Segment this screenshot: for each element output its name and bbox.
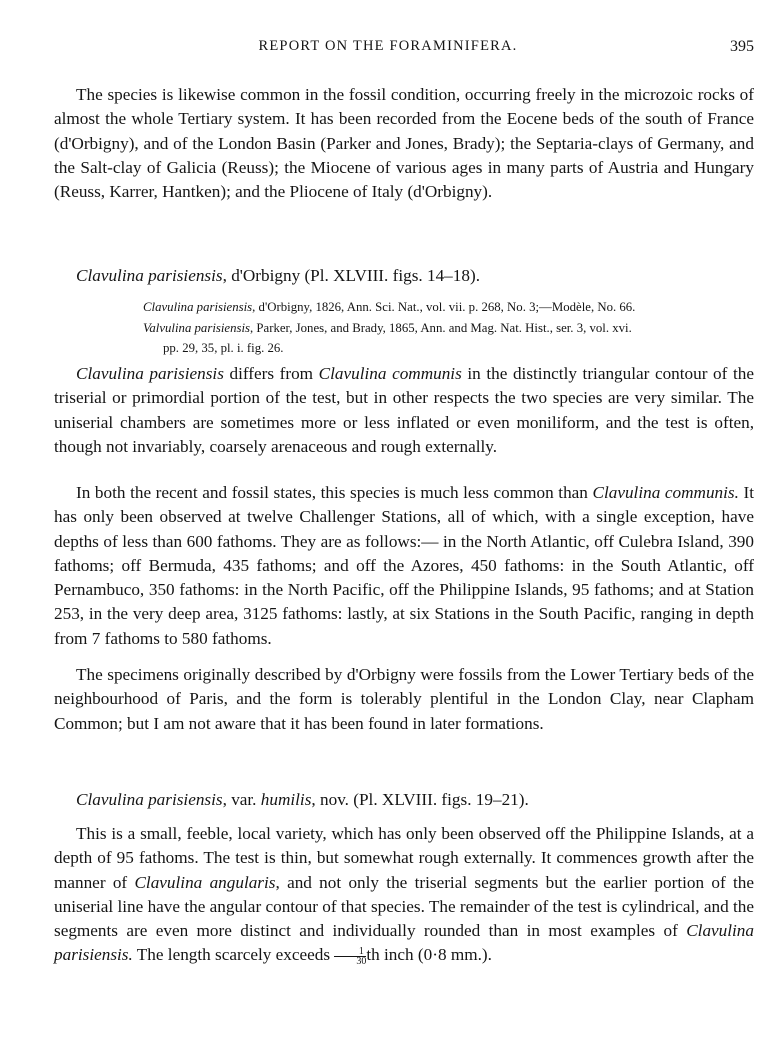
paragraph-fossil-record: The specimens originally described by d'Orbigny were fossils from the Lower Tertiary beds of the neighbourhood of Paris, and the form is tolerably plentiful in the London Clay, near Clapham Common; but I am not aware that it has been found in later formations. — [54, 665, 754, 733]
heading-taxon: Clavulina parisiensis — [76, 266, 223, 285]
taxon-name: Clavulina angularis — [134, 872, 276, 892]
heading-taxon: Clavulina parisiensis — [76, 790, 223, 809]
taxon-name: Clavulina communis. — [592, 483, 739, 502]
synonym-reference: , d'Orbigny, 1826, Ann. Sci. Nat., vol. vii. p. 268, No. 3;—Modèle, No. 66. — [252, 300, 636, 314]
text-run: , var. — [222, 790, 261, 809]
text-run: This is a small, feeble, local variety, which has only been observed off the Philippine Islands, at a depth of 95 fathoms. The test is thin, but somewhat rough externally. It commences growth after the manner of — [54, 824, 754, 892]
species-heading-2 — [76, 788, 529, 812]
synonym-continuation: pp. 29, 35, pl. i. fig. 26. — [163, 341, 284, 355]
paragraph-variety-description — [54, 822, 754, 968]
text-run: , and not only the triserial segments but the earlier portion of the uniserial line have the angular contour of that species. The remainder of the test is cylindrical, and the segments are even more distinct and individually rounded than in most examples of — [54, 872, 754, 941]
text-run: It has only been observed at twelve Challenger Stations, all of which, with a single exception, have depths of less than 600 fathoms. They are as follows:— in the North Atlantic, off Culebra Island, 390 fathoms; off Bermuda, 435 fathoms; and off the Azores, 450 fathoms: in the South Atlantic, off Pernambuco, 350 fathoms: in the North Pacific, off the Philippine Islands, 95 fathoms; and at Station 253, in the very deep area, 3125 fathoms: lastly, at six Stations in the South Pacific, ranging in depth from 7 fathoms to 580 fathoms. — [54, 483, 755, 648]
text-run: In both the recent and fossil states, this species is much less common than — [76, 483, 593, 502]
fraction — [334, 947, 366, 966]
text-run: in the distinctly triangular contour of the triserial or primordial portion of the test, but in other respects the two species are very similar. The uniserial chambers are sometimes more or less inflated or even moniliform, and the test is often, though not invariably, coarsely arenaceous and rough externally. — [54, 364, 754, 456]
page-number: 395 — [730, 38, 754, 55]
synonym-reference: , Parker, Jones, and Brady, 1865, Ann. and Mag. Nat. Hist., ser. 3, vol. xvi. — [250, 320, 632, 335]
taxon-name: Clavulina parisiensis — [76, 364, 224, 383]
running-header — [0, 38, 776, 62]
text-run: differs from — [223, 364, 319, 383]
heading-authority: , nov. (Pl. XLVIII. figs. 19–21). — [311, 790, 529, 809]
heading-variety: humilis — [260, 790, 312, 809]
heading-authority: , d'Orbigny (Pl. XLVIII. figs. 14–18). — [222, 266, 480, 285]
synonym-entry — [143, 297, 756, 318]
synonym-taxon: Clavulina parisiensis — [143, 300, 253, 314]
taxon-name: Clavulina communis — [318, 364, 462, 383]
species-heading-1 — [76, 264, 480, 288]
fraction-numerator: 1 — [334, 947, 366, 957]
paragraph-distribution — [54, 481, 754, 651]
fraction-denominator: 30 — [356, 956, 367, 968]
taxon-name: Clavulina parisiensis. — [54, 921, 754, 965]
text-run: The length scarcely exceeds — [132, 945, 335, 965]
synonymy-list — [143, 297, 756, 359]
intro-paragraph: The species is likewise common in the fossil condition, occurring freely in the microzoic rocks of almost the whole Tertiary system. It has been recorded from the Eocene beds of the south of France (d'Orbigny), and of the London Basin (Parker and Jones, Brady); the Septaria-clays of Germany, and the Salt-clay of Galicia (Reuss); the Miocene of various ages in many parts of Austria and Hungary (Reuss, Karrer, Hantken); and the Pliocene of Italy (d'Orbigny). — [54, 85, 754, 202]
paragraph-comparison — [54, 362, 754, 459]
running-title: REPORT ON THE FORAMINIFERA. — [258, 38, 518, 54]
synonym-entry — [143, 318, 756, 339]
synonym-taxon: Valvulina parisiensis — [143, 320, 250, 335]
text-run: th inch (0·8 mm.). — [366, 945, 492, 965]
